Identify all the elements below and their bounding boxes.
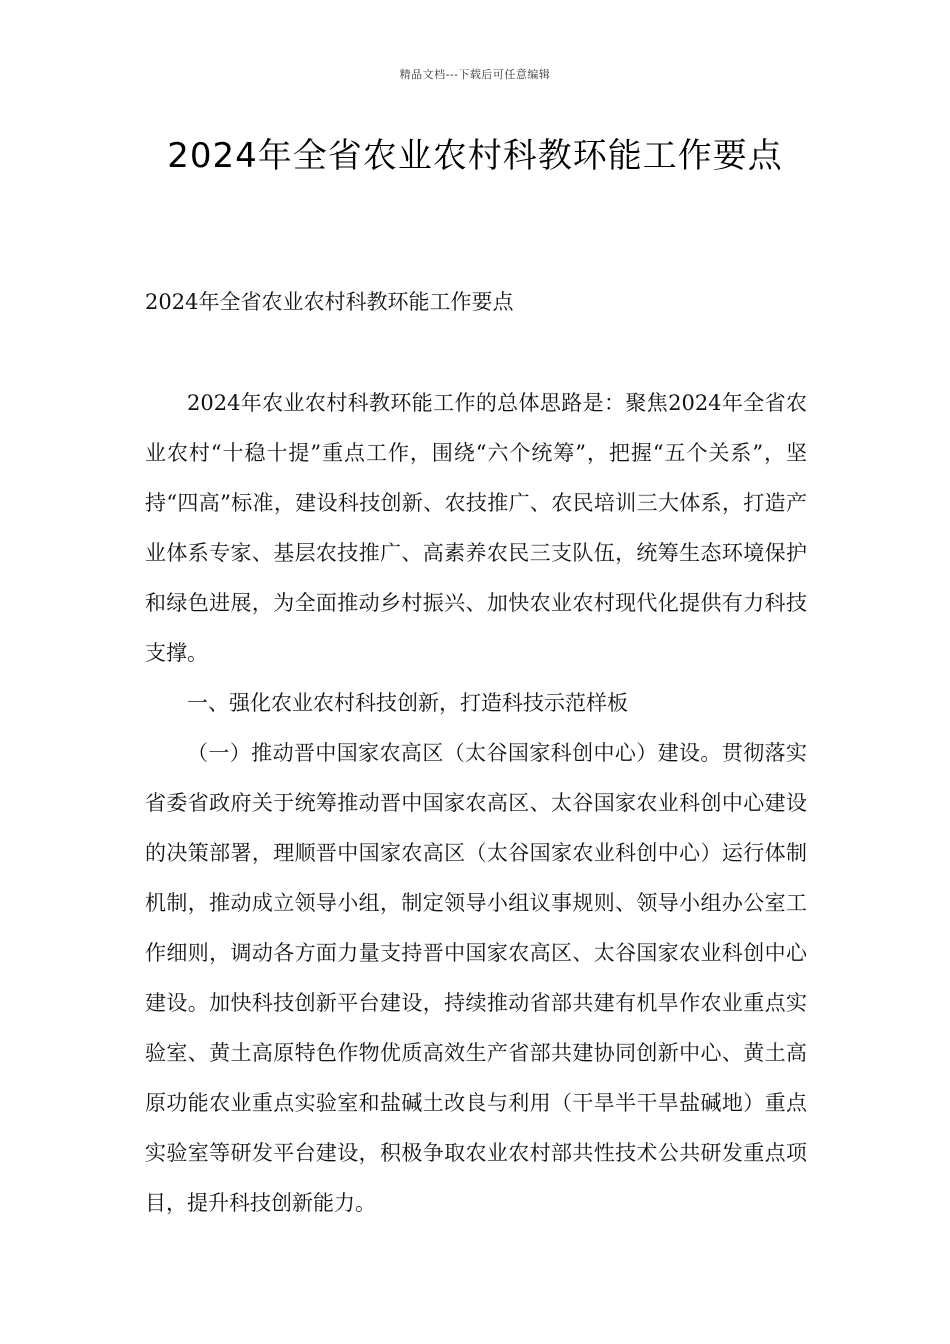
header-note: 精品文档---下载后可任意编辑 xyxy=(399,68,551,81)
document-body xyxy=(145,378,807,1228)
paragraph-subsection-1: （一）推动晋中国家农高区（太谷国家科创中心）建设。贯彻落实省委省政府关于统筹推动晋中国家农高区、太谷国家农业科创中心建设的决策部署，理顺晋中国家农高区（太谷国家农业科创中心）运行体制机制，推动成立领导小组，制定领导小组议事规则、领导小组办公室工作细则，调动各方面力量支持晋中国家农高区、太谷国家农业科创中心建设。加快科技创新平台建设，持续推动省部共建有机旱作农业重点实验室、黄土高原特色作物优质高效生产省部共建协同创新中心、黄土高原功能农业重点实验室和盐碱土改良与利用（干旱半干旱盐碱地）重点实验室等研发平台建设，积极争取农业农村部共性技术公共研发重点项目，提升科技创新能力。 xyxy=(145,741,807,1215)
document-subtitle: 2024年全省农业农村科教环能工作要点 xyxy=(145,290,514,314)
section-heading-1: 一、强化农业农村科技创新，打造科技示范样板 xyxy=(187,691,628,715)
paragraph-overview: 2024年农业农村科教环能工作的总体思路是：聚焦2024年全省农业农村“十稳十提”重点工作，围绕“六个统筹”，把握“五个关系”，坚持“四高”标准，建设科技创新、农技推广、农民培训三大体系，打造产业体系专家、基层农技推广、高素养农民三支队伍，统筹生态环境保护和绿色进展，为全面推动乡村振兴、加快农业农村现代化提供有力科技支撑。 xyxy=(145,391,807,665)
document-title: 2024年全省农业农村科教环能工作要点 xyxy=(167,136,783,176)
